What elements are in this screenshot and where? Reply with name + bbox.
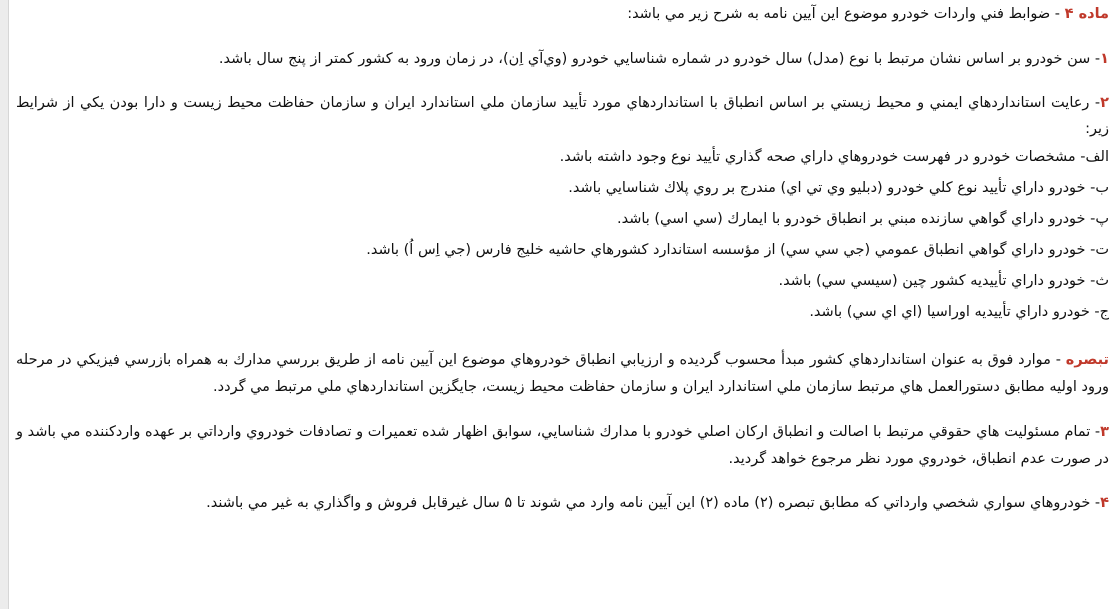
clause-3 [16,419,1109,472]
subclause-jim: ج- خودرو داراي تأييديه اوراسيا (اي اي سي) باشد. [809,304,1109,320]
clause-2-text: - رعايت استانداردهاي ايمني و محيط زيستي بر اساس انطباق با استانداردهاي مورد تأييد سازمان ملي استاندارد ايران و سازمان حفاظت محيط زيست و دارا بودن يكي از شرايط زير: [16,95,1109,137]
clause-4 [16,491,1109,517]
article-heading [16,0,1109,28]
clause-1-number: ۱ [1100,50,1109,67]
subclause-be: ب- خودرو داراي تأييد نوع كلي خودرو (دبليو وي تي اي) مندرج بر روي پلاك شناسايي باشد. [568,180,1109,196]
article-heading-text: - ضوابط فني واردات خودرو موضوع اين آيين نامه به شرح زير مي باشد: [627,6,1065,22]
clause-1 [16,47,1109,73]
clause-3-number: ۳ [1100,424,1109,440]
subclause-te: ت- خودرو داراي گواهي انطباق عمومي (جي سي سي) از مؤسسه استاندارد كشورهاي حاشيه خليج فارس (جي اِس اُ) باشد. [366,242,1109,258]
subclause-alef: الف- مشخصات خودرو در فهرست خودروهاي داراي صحه گذاري تأييد نوع وجود داشته باشد. [559,149,1109,165]
note-paragraph [16,347,1109,400]
clause-4-text: - خودروهاي سواري شخصي وارداتي كه مطابق تبصره (۲) ماده (۲) اين آيين نامه وارد مي شوند تا ۵ سال غيرقابل فروش و واگذاري به غير مي باشند. [206,495,1101,511]
article-number: ماده ۴ [1064,6,1109,22]
clause-3-text: - تمام مسئوليت هاي حقوقي مرتبط با اصالت و انطباق اركان اصلي خودرو با مدارك شناسايي، سوابق اظهار شده تعميرات و تصادفات خودروي وارداتي بر عهده واردكننده مي باشد و در صورت عدم انطباق، خودروي مورد نظر مرجوع خواهد گرديد. [16,424,1109,467]
clause-2-number: ۲ [1100,95,1109,111]
clause-4-number: ۴ [1100,495,1109,511]
clause-1-text: - سن خودرو بر اساس نشان مرتبط با نوع (مدل) سال خودرو در شماره شناسايي خودرو (وي‌آي اِن)، در زمان ورود به كشور كمتر از پنج سال باشد. [218,50,1101,67]
subclause-pe: پ- خودرو داراي گواهي سازنده مبني بر انطباق خودرو با ايمارك (سي اسي) باشد. [616,211,1109,227]
subclause-se: ث- خودرو داراي تأييديه كشور چين (سيسي سي) باشد. [778,273,1109,289]
clause-2 [16,91,1109,142]
note-label: تبصره [1065,352,1109,368]
document-body [16,0,1109,517]
note-text: - موارد فوق به عنوان استانداردهاي كشور مبدأ محسوب گرديده و ارزيابي انطباق خودروهاي موضوع اين آيين نامه از طريق بررسي مدارك به همراه بازرسي فيزيكي در مرحله ورود اوليه مطابق دستورالعمل هاي مرتبط سازمان ملي استاندارد ايران و سازمان حفاظت محيط زيست، جايگزين استانداردهاي ملي مرتبط مي گردد. [16,352,1109,395]
left-scroll-edge [0,0,9,609]
